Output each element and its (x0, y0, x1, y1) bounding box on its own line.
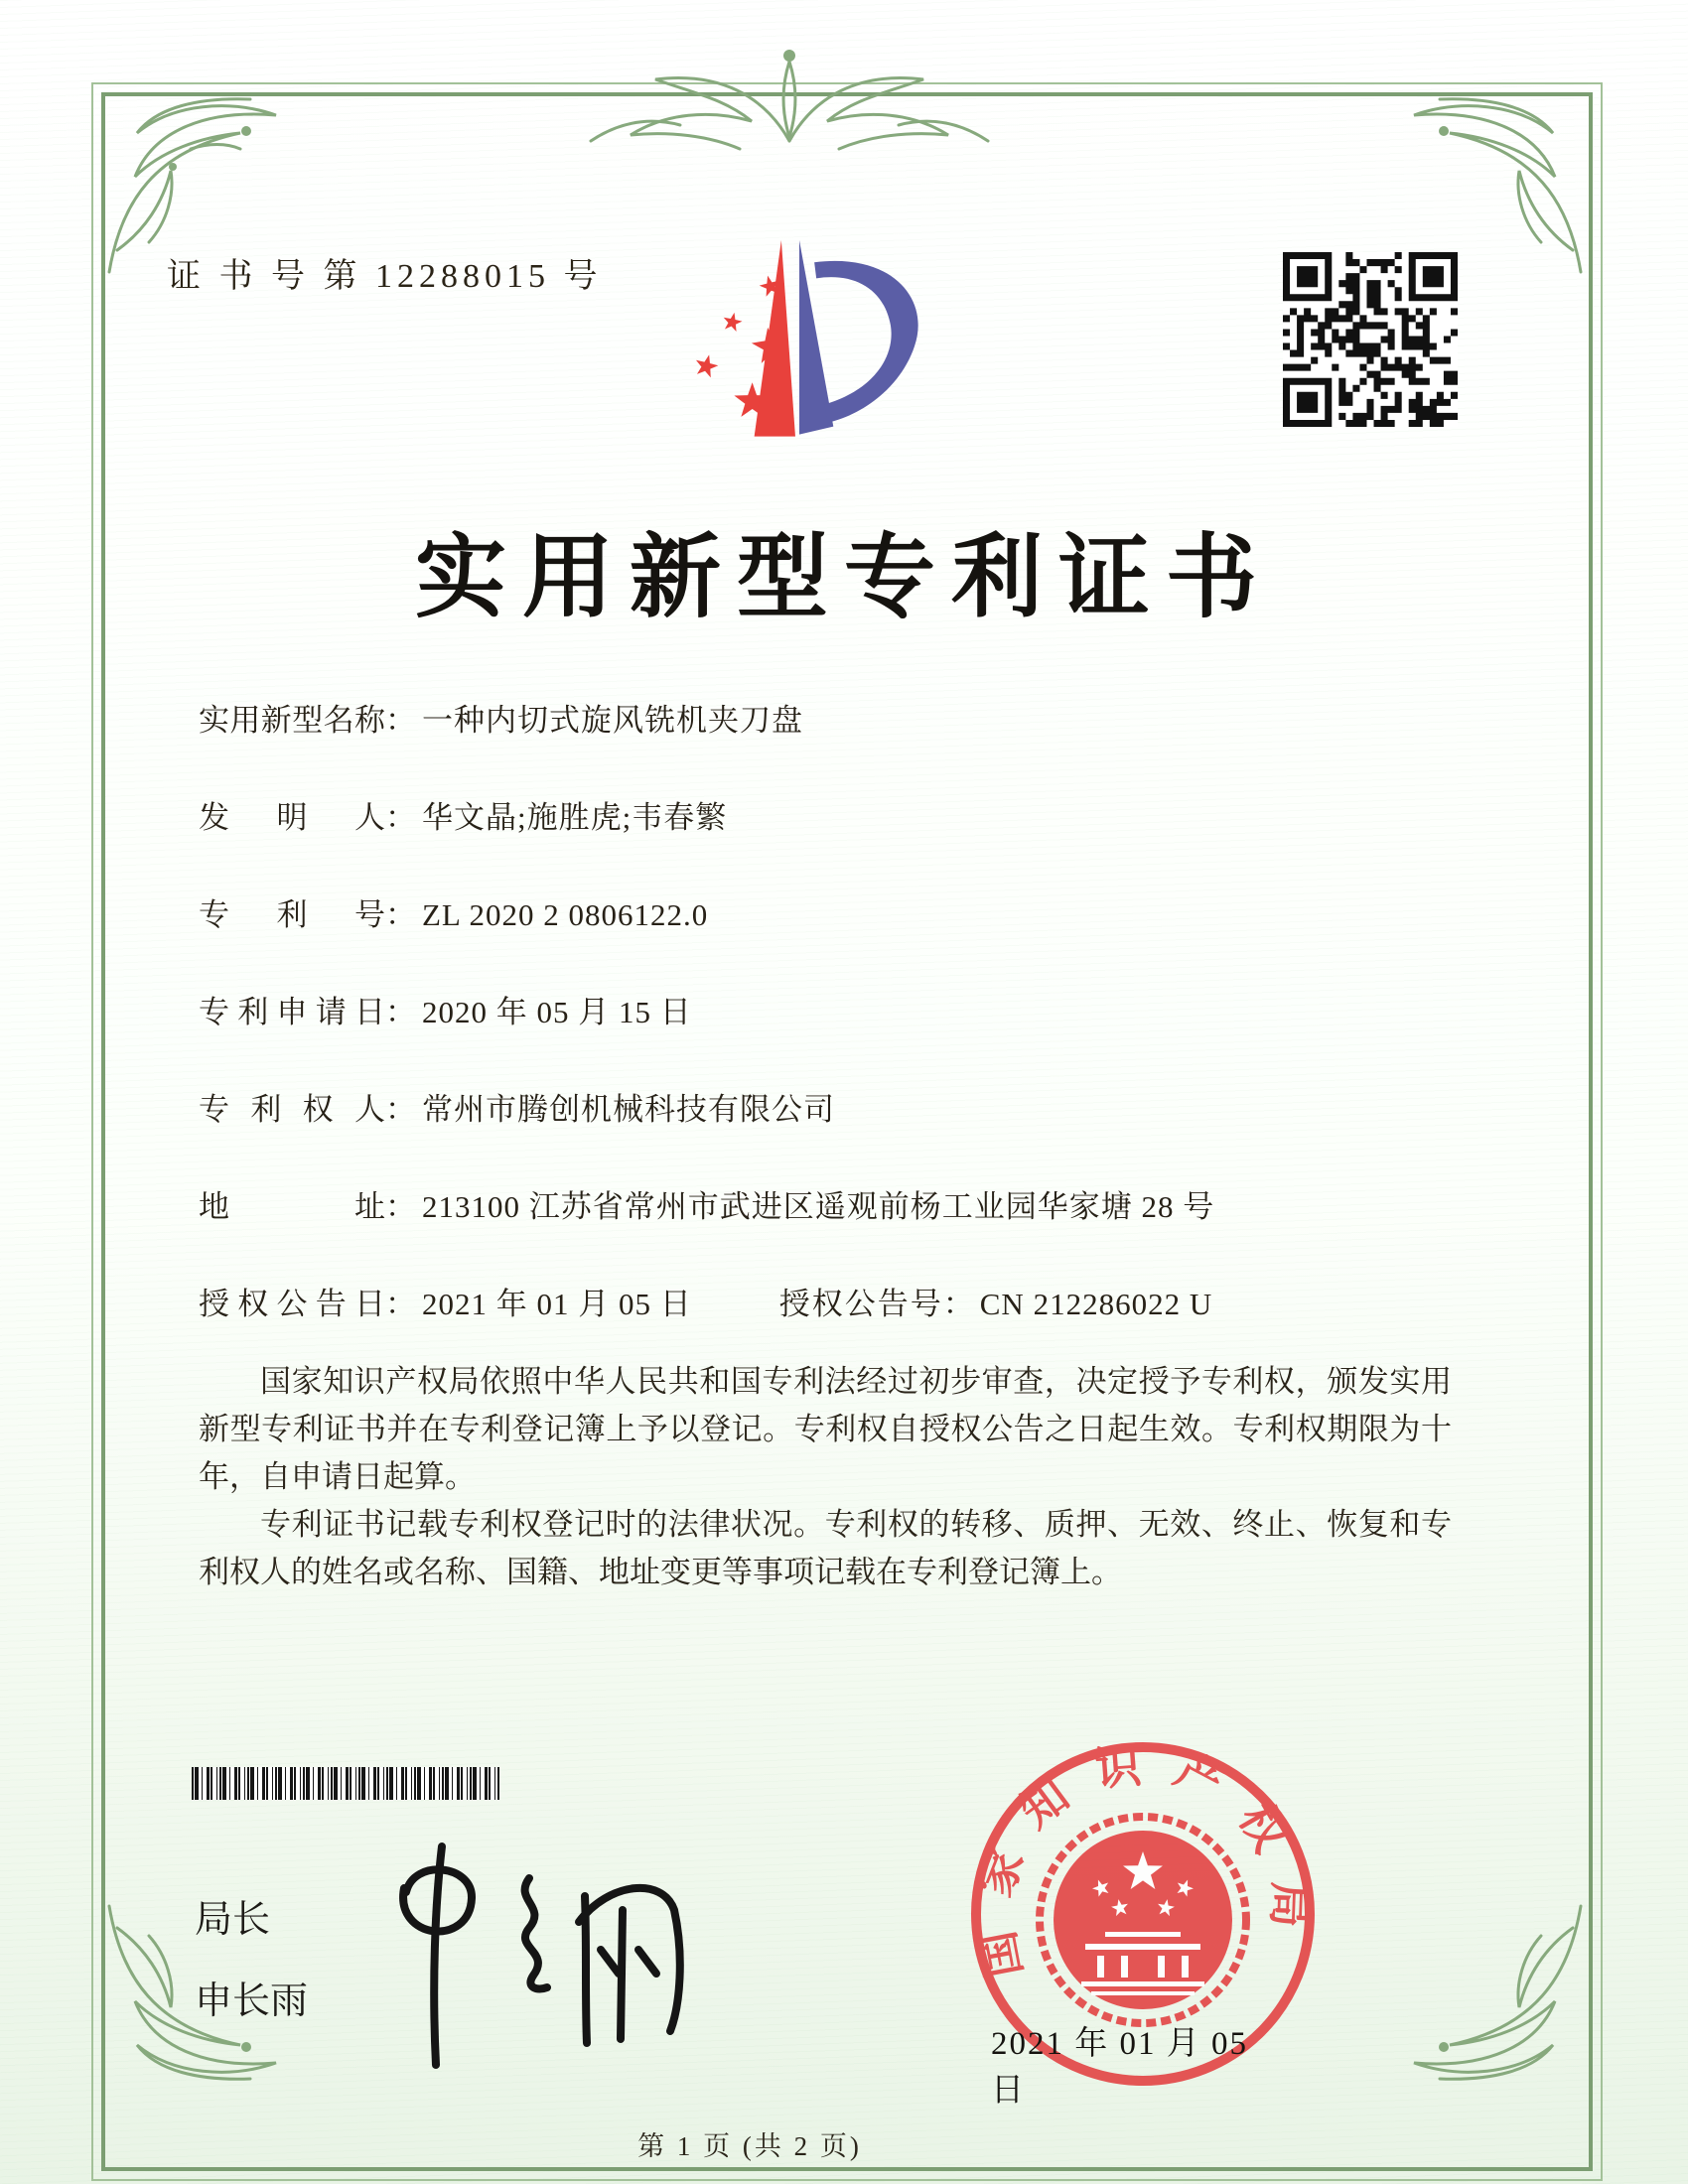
field-colon: ： (385, 897, 416, 932)
legal-text (199, 1358, 1452, 1596)
field-value: ZL 2020 2 0806122.0 (422, 897, 709, 932)
seal-date: 2021 年 01 月 05 日 (991, 2026, 1248, 2109)
field-row-address (199, 1181, 1509, 1226)
legal-paragraph-2: 专利证书记载专利权登记时的法律状况。专利权的转移、质押、无效、终止、恢复和专利权人的姓名或名称、国籍、地址变更等事项记载在专利登记簿上。 (199, 1507, 1452, 1589)
grant-number-value: CN 212286022 U (979, 1287, 1213, 1321)
director-signature (372, 1827, 690, 2075)
field-colon: ： (385, 995, 416, 1029)
field-colon: ： (942, 1287, 974, 1321)
field-value: 常州市腾创机械科技有限公司 (422, 1092, 835, 1127)
director-name: 申长雨 (195, 1980, 309, 2022)
top-center-ornament (561, 42, 1018, 161)
cnipa-logo (678, 234, 918, 445)
field-value: 213100 江苏省常州市武进区遥观前杨工业园华家塘 28 号 (422, 1189, 1215, 1224)
field-colon: ： (385, 703, 416, 738)
director-title: 局长 (195, 1899, 271, 1941)
logo-red-spire (755, 240, 795, 437)
field-colon: ： (385, 800, 416, 835)
qr-code (1283, 252, 1458, 427)
legal-paragraph-1: 国家知识产权局依照中华人民共和国专利法经过初步审查，决定授予专利权，颁发实用新型专利证书并在专利登记簿上予以登记。专利权自授权公告之日起生效。专利权期限为十年，自申请日起算。 (199, 1364, 1452, 1494)
field-colon: ： (385, 1189, 416, 1224)
field-label: 地址 (199, 1189, 385, 1224)
field-value: 华文晶;施胜虎;韦春繁 (422, 800, 728, 835)
corner-ornament-bottom-right (1400, 1898, 1589, 2087)
logo-blue-p (814, 261, 918, 423)
field-label: 专利号 (199, 897, 385, 932)
field-row-patentee (199, 1084, 1509, 1129)
seal-emblem (1040, 1817, 1246, 2023)
field-colon: ： (385, 1092, 416, 1127)
field-row-patent-number (199, 889, 1509, 934)
page-footer: 第 1 页 (共 2 页) (637, 2131, 862, 2161)
field-label: 实用新型名称 (199, 703, 385, 738)
grant-number-label: 授权公告号 (778, 1287, 943, 1321)
page-title: 实用新型专利证书 (414, 527, 1273, 628)
seal-circular-text: 国家知识产权局 (967, 1738, 1317, 1981)
field-row-grant (199, 1279, 1509, 1323)
field-value: 一种内切式旋风铣机夹刀盘 (422, 703, 803, 738)
field-colon: ： (385, 1287, 416, 1321)
field-value: 2021 年 01 月 05 日 (422, 1287, 692, 1321)
field-label: 发明人 (199, 800, 385, 835)
certificate-number: 证 书 号 第 12288015 号 (167, 258, 603, 295)
field-label: 专利权人 (199, 1092, 385, 1127)
field-row-inventors (199, 792, 1509, 837)
field-value: 2020 年 05 月 15 日 (422, 995, 692, 1029)
barcode (192, 1767, 499, 1800)
field-row-name (199, 695, 1509, 740)
field-label: 专利申请日 (199, 995, 385, 1029)
field-label: 授权公告日 (199, 1287, 385, 1321)
field-row-filing-date (199, 987, 1509, 1031)
